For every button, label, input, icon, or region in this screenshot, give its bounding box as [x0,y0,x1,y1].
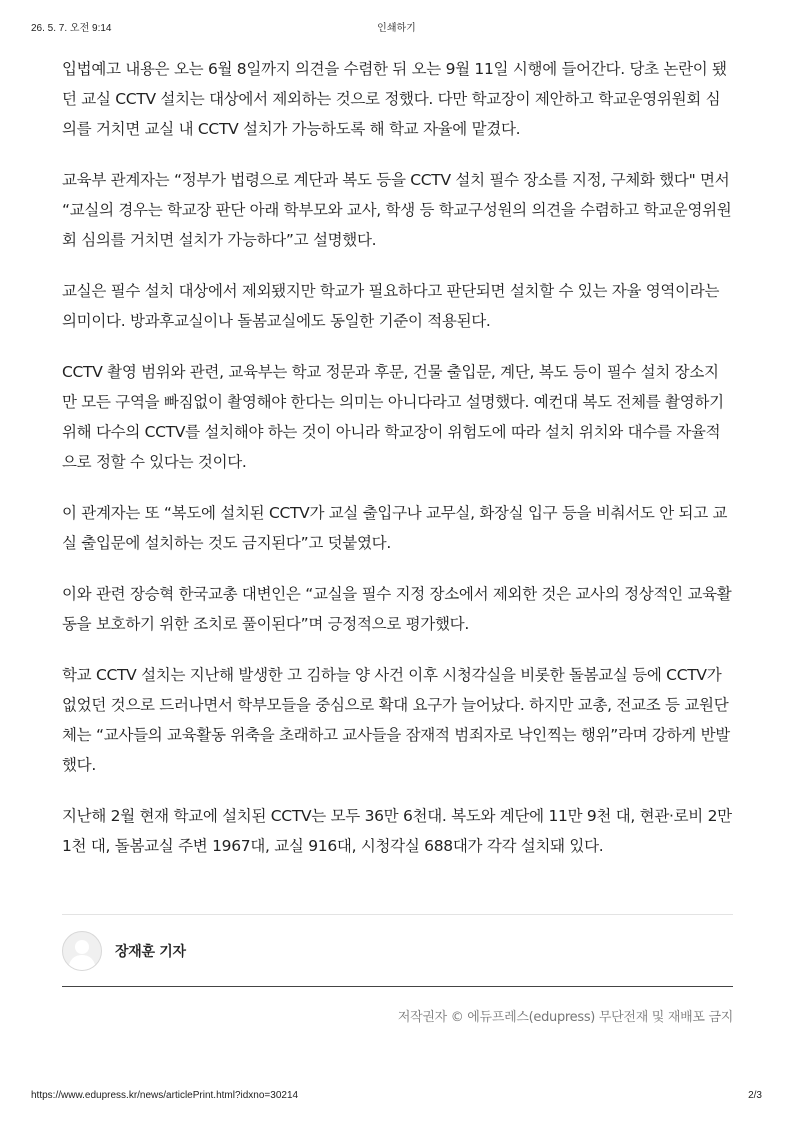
print-title: 인쇄하기 [377,23,416,34]
article-paragraph: 입법예고 내용은 오는 6월 8일까지 의견을 수렴한 뒤 오는 9월 11일 시행에 들어간다. 당초 논란이 됐던 교실 CCTV 설치는 대상에서 제외하는 것으로 정했다. 다만 학교장이 제안하고 학교운영위원회 심의를 거치면 교실 내 CCTV 설치가 가능하도록 해 학교 자율에 맡겼다. [62,60,727,138]
article-paragraph: 이와 관련 장승혁 한국교총 대변인은 “교실을 필수 지정 장소에서 제외한 것은 교사의 정상적인 교육활동을 보호하기 위한 조치로 풀이된다”며 긍정적으로 평가했다. [62,585,732,633]
print-url: https://www.edupress.kr/news/articlePrint.html?idxno=30214 [31,1090,299,1101]
article-paragraph: 이 관계자는 또 “복도에 설치된 CCTV가 교실 출입구나 교무실, 화장실 입구 등을 비춰서도 안 되고 교실 출입문에 설치하는 것도 금지된다”고 덧붙였다. [62,504,728,552]
copyright-notice: 저작권자 © 에듀프레스(edupress) 무단전재 및 재배포 금지 [397,1010,733,1025]
article-paragraph: 지난해 2월 현재 학교에 설치된 CCTV는 모두 36만 6천대. 복도와 계단에 11만 9천 대, 현관·로비 2만 1천 대, 돌봄교실 주변 1967대, 교실 916대, 시청각실 688대가 각각 설치돼 있다. [62,807,732,855]
author-divider-top [62,914,733,915]
author-divider-bottom [62,986,733,987]
print-datetime: 26. 5. 7. 오전 9:14 [31,23,112,34]
article-body [62,54,733,882]
article-paragraph: CCTV 촬영 범위와 관련, 교육부는 학교 정문과 후문, 건물 출입문, 계단, 복도 등이 필수 설치 장소지만 모든 구역을 빠짐없이 촬영해야 한다는 의미는 아니다라고 설명했다. 예컨대 복도 전체를 촬영하기 위해 다수의 CCTV를 설치해야 하는 것이 아니라 학교장이 위험도에 따라 설치 위치와 대수를 자율적으로 정할 수 있다는 것이다. [62,363,724,471]
article-paragraph: 학교 CCTV 설치는 지난해 발생한 고 김하늘 양 사건 이후 시청각실을 비롯한 돌봄교실 등에 CCTV가 없었던 것으로 드러나면서 학부모들을 중심으로 확대 요구가 늘어났다. 하지만 교총, 전교조 등 교원단체는 “교사들의 교육활동 위축을 초래하고 교사들을 잠재적 범죄자로 낙인찍는 행위”라며 강하게 반발했다. [62,666,730,774]
print-header [31,19,762,35]
print-footer [31,1090,762,1104]
author-byline [62,931,186,971]
person-silhouette-icon [62,931,102,971]
author-name: 장재훈 기자 [115,944,186,960]
article-paragraph: 교육부 관계자는 “정부가 법령으로 계단과 복도 등을 CCTV 설치 필수 장소를 지정, 구체화 했다" 면서 “교실의 경우는 학교장 판단 아래 학부모와 교사, 학생 등 학교구성원의 의견을 수렴하고 학교운영위원회 심의를 거치면 설치가 가능하다”고 설명했다. [62,171,732,249]
page-number: 2/3 [748,1090,762,1101]
article-paragraph: 교실은 필수 설치 대상에서 제외됐지만 학교가 필요하다고 판단되면 설치할 수 있는 자율 영역이라는 의미이다. 방과후교실이나 돌봄교실에도 동일한 기준이 적용된다. [62,282,720,330]
